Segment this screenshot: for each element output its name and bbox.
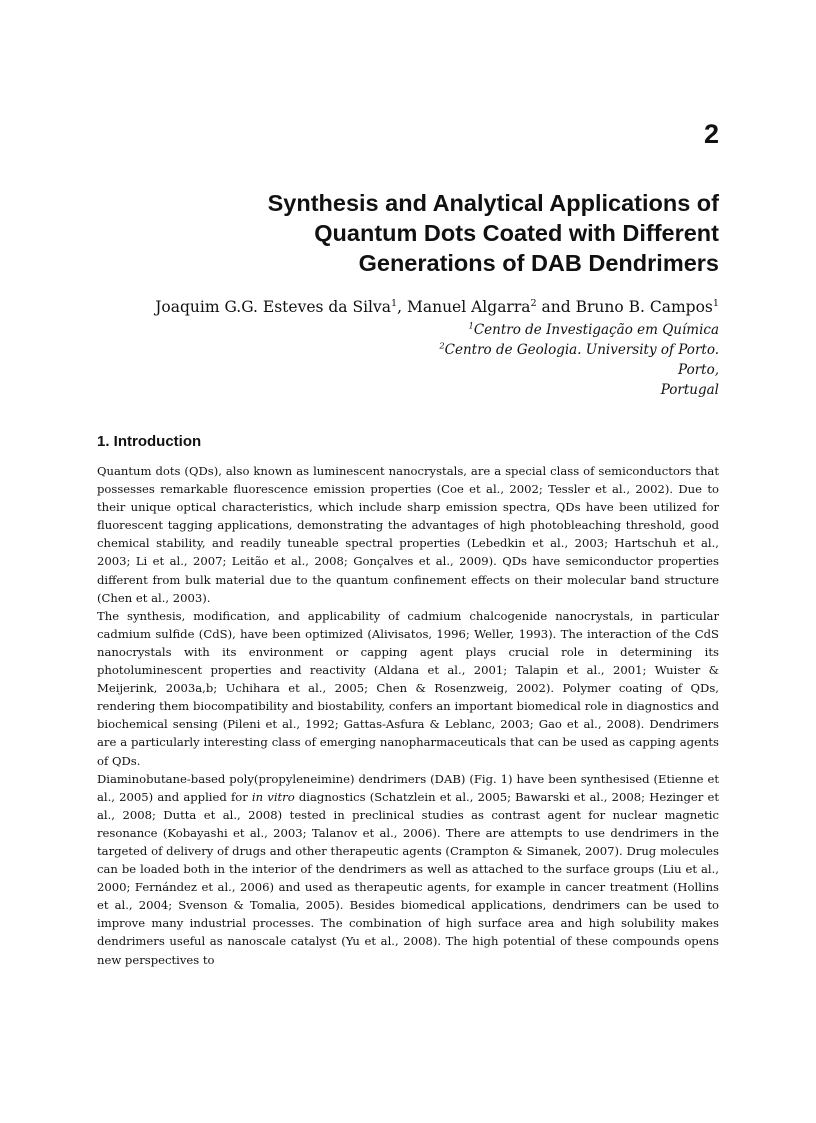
section-heading: 1. Introduction: [97, 433, 202, 450]
chapter-title-line: Quantum Dots Coated with Different: [314, 220, 719, 246]
author-list: [155, 296, 719, 318]
author-separator: and: [536, 298, 576, 316]
chapter-title-line: Generations of DAB Dendrimers: [358, 250, 719, 276]
affiliation-list: [439, 320, 719, 400]
author-name: Bruno B. Campos: [575, 298, 713, 316]
paragraph-text: diagnostics (Schatzlein et al., 2005; Bawarski et al., 2008; Hezinger et al., 2008; Dutta et al., 2008) tested in preclinical studies as contrast agent for nuclear magnetic resonance (Kobayashi et al., 2003; Talanov et al., 2006). There are attempts to use dendrimers in the targeted of delivery of drugs and other therapeutic agents (Crampton & Simanek, 2007). Drug molecules can be loaded both in the interior of the dendrimers as well as attached to the surface groups (Liu et al., 2000; Fernández et al., 2006) and used as therapeutic agents, for example in cancer treatment (Hollins et al., 2004; Svenson & Tomalia, 2005). Besides biomedical applications, dendrimers can be used to improve many industrial processes. The combination of high surface area and high solubility makes dendrimers useful as nanoscale catalyst (Yu et al., 2008). The high potential of these compounds opens new perspectives to: [97, 789, 719, 967]
author-affiliation-mark: 1: [712, 297, 719, 309]
affiliation-line: [439, 360, 719, 380]
paragraph: The synthesis, modification, and applicability of cadmium chalcogenide nanocrystals, in particular cadmium sulfide (CdS), have been optimized (Alivisatos, 1996; Weller, 1993). The interaction of the CdS nanocrystals with its environment or capping agent plays crucial role in determining its photoluminescent properties and reactivity (Aldana et al., 2001; Talapin et al., 2001; Wuister & Meijerink, 2003a,b; Uchihara et al., 2005; Chen & Rosenzweig, 2002). Polymer coating of QDs, rendering them biocompatibility and biostability, confers an important biomedical role in diagnostics and biochemical sensing (Pileni et al., 1992; Gattas-Asfura & Leblanc, 2003; Gao et al., 2008). Dendrimers are a particularly interesting class of emerging nanopharmaceuticals that can be used as capping agents of QDs.: [97, 608, 719, 768]
affiliation-line: [439, 380, 719, 400]
affiliation-mark: 2: [439, 340, 445, 351]
chapter-number: 2: [703, 119, 719, 149]
author-name: Joaquim G.G. Esteves da Silva: [155, 298, 392, 316]
affiliation-text: Centro de Investigação em Química: [473, 322, 719, 338]
affiliation-line: [439, 340, 719, 360]
affiliation-mark: 1: [468, 320, 474, 331]
affiliation-text: Centro de Geologia. University of Porto.: [444, 342, 719, 358]
chapter-title-line: Synthesis and Analytical Applications of: [267, 190, 719, 216]
affiliation-text: Portugal: [660, 382, 719, 398]
paragraph: Quantum dots (QDs), also known as luminescent nanocrystals, are a special class of semiconductors that possesses remarkable fluorescence emission properties (Coe et al., 2002; Tessler et al., 2002). Due to their unique optical characteristics, which include sharp emission spectra, QDs have been utilized for fluorescent tagging applications, demonstrating the advantages of high photobleaching threshold, good chemical stability, and readily tuneable spectral properties (Lebedkin et al., 2003; Hartschuh et al., 2003; Li et al., 2007; Leitão et al., 2008; Gonçalves et al., 2009). QDs have semiconductor properties different from bulk material due to the quantum confinement effects on their molecular band structure (Chen et al., 2003).: [97, 464, 719, 605]
affiliation-text: Porto,: [678, 362, 719, 378]
chapter-title: [119, 188, 719, 278]
author-affiliation-mark: 2: [530, 297, 537, 309]
paragraph: [97, 770, 719, 969]
section-body: [97, 462, 719, 969]
affiliation-line: [439, 320, 719, 340]
author-affiliation-mark: 1: [391, 297, 398, 309]
author-name: Manuel Algarra: [406, 298, 531, 316]
author-separator: ,: [397, 298, 407, 316]
paragraph-italic-text: in vitro: [251, 789, 295, 804]
paragraph-text: Diaminobutane-based poly(propyleneimine) dendrimers (DAB) (Fig. 1) have been synthesised (Etienne et al., 2005) and applied for: [97, 771, 719, 804]
